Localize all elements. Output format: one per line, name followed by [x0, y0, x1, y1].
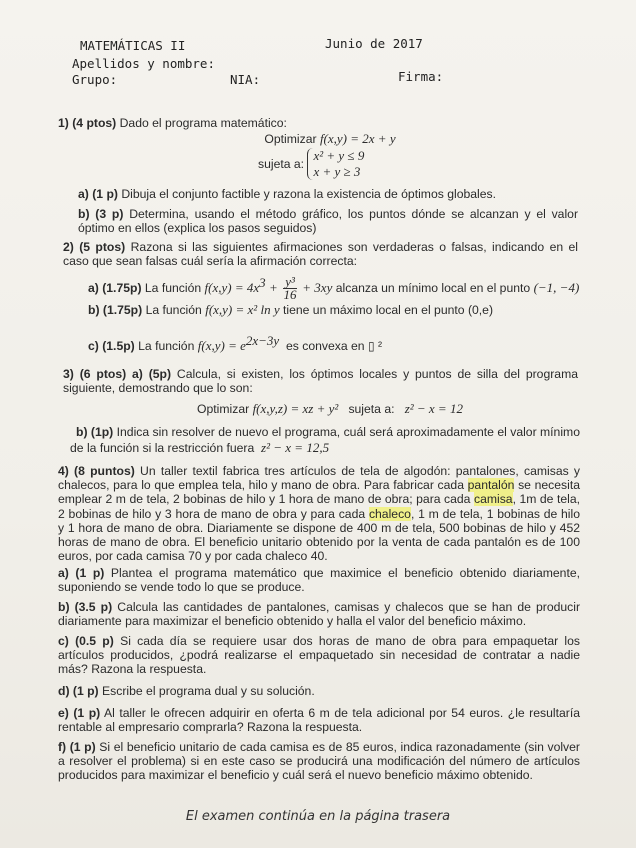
q3-part-b: b) (1p) Indica sin resolver de nuevo el programa, cuál será aproximadamente el valor mínimo — [76, 425, 580, 439]
q1-objective: Optimizar f(x,y) = 2x + y — [264, 131, 396, 146]
q4-part-b: b) (3.5 p) Calcula las cantidades de pantalones, camisas y chalecos que se han de producir diariamente para maximizar el beneficio obtenido y halla el valor del beneficio máximo. — [58, 600, 581, 629]
q1-part-a: a) (1 p) Dibuja el conjunto factible y razona la existencia de óptimos globales. — [78, 187, 496, 201]
q2-part-b: b) (1.75p) La función f(x,y) = x² ln y tiene un máximo local en el punto (0,e) — [88, 302, 493, 317]
q4-statement: 4) (8 puntos) Un taller textil fabrica tres artículos de tela de algodón: pantalones, camisas y chalecos, para lo que emplea tela, hilo y mano de obra. Para fabricar cada pantalón se necesita emplear 2 m de tela, 2 bobinas de hilo y 1 hora de mano de obra; para cada camisa, 1m de tela, 2 bobinas de hilo y 3 hora de mano de obra y para cada chaleco, 1 m de tela, 1 bobinas de hilo y 1 hora de mano de obra. Diariamente se dispone de 400 m de tela, 500 bobinas de hilo y 452 horas de mano de obra. El beneficio unitario obtenido por la venta de cada pantalón es de 100 euros, por cada camisa 70 y por cada chaleco 40. — [58, 464, 581, 564]
q4-part-a: a) (1 p) Plantea el programa matemático que maximice el beneficio obtenido diariamente, suponiendo se vende todo lo que se produce. — [58, 566, 580, 595]
q3-part-b-cont: de la función si la restricción fuera z² − x = 12,5 — [70, 440, 330, 455]
q2-part-a: a) (1.75p) La función $f(x,y) = 4x^3$ + $\frac{\text{y³}}{16}$ + 3xy alcanza un mínimo local en el punto (−1, −4) — [88, 274, 580, 303]
q1-intro: 1) (4 ptos) Dado el programa matemático: — [58, 116, 287, 130]
q1-part-b: b) (3 p) Determina, usando el método gráfico, los puntos dónde se alcanzan y el valor óptimo en ellos (explica los pasos seguidos) — [78, 207, 579, 236]
q2-intro: 2) (5 ptos) Razona si las siguientes afirmaciones son verdaderas o falsas, indicando en el caso que sean falsas cuál sería la afirmación correcta: — [63, 240, 578, 269]
q3-intro: 3) (6 ptos) a) (5p) Calcula, si existen, los óptimos locales y puntos de silla del programa siguiente, demostrando que lo son: — [63, 367, 578, 396]
signature-label: Firma: — [398, 69, 444, 84]
course-title: MATEMÁTICAS II — [80, 38, 186, 53]
nia-label: NIA: — [230, 72, 261, 87]
q4-part-f: f) (1 p) Si el beneficio unitario de cada camisa es de 85 euros, indica razonadamente (sin volver a resolver el problema) si en este caso se producirá una modificación del número de artículos producidos para maximizar el beneficio y cuál será el nuevo beneficio máximo obtenido. — [58, 740, 580, 783]
name-label: Apellidos y nombre: — [72, 56, 215, 71]
group-label: Grupo: — [72, 72, 118, 87]
exam-date: Junio de 2017 — [325, 36, 423, 51]
q1-constraints: sujeta a: x² + y ≤ 9 x + y ≥ 3 — [258, 148, 365, 179]
q4-part-c: c) (0.5 p) Si cada día se requiere usar dos horas de mano de obra para empaquetar los artículos producidos, ¿podrá realizarse el empaquetado sin necesidad de contratar a nadie más? Razona la respuesta. — [58, 634, 580, 677]
q3-program: Optimizar f(x,y,z) = xz + y² sujeta a: z² − x = 12 — [197, 401, 463, 416]
q4-part-e: e) (1 p) Al taller le ofrecen adquirir en oferta 6 m de tela adicional por 54 euros. ¿le resultaría rentable al empresario comprarla? Razona la respuesta. — [58, 706, 580, 735]
q2-part-c: c) (1.5p) La función $f(x,y) = e^{2x-3y}$ es convexa en ▯ ² — [88, 333, 383, 354]
footer-note: El examen continúa en la página trasera — [185, 809, 451, 824]
q4-part-d: d) (1 p) Escribe el programa dual y su solución. — [58, 684, 315, 698]
